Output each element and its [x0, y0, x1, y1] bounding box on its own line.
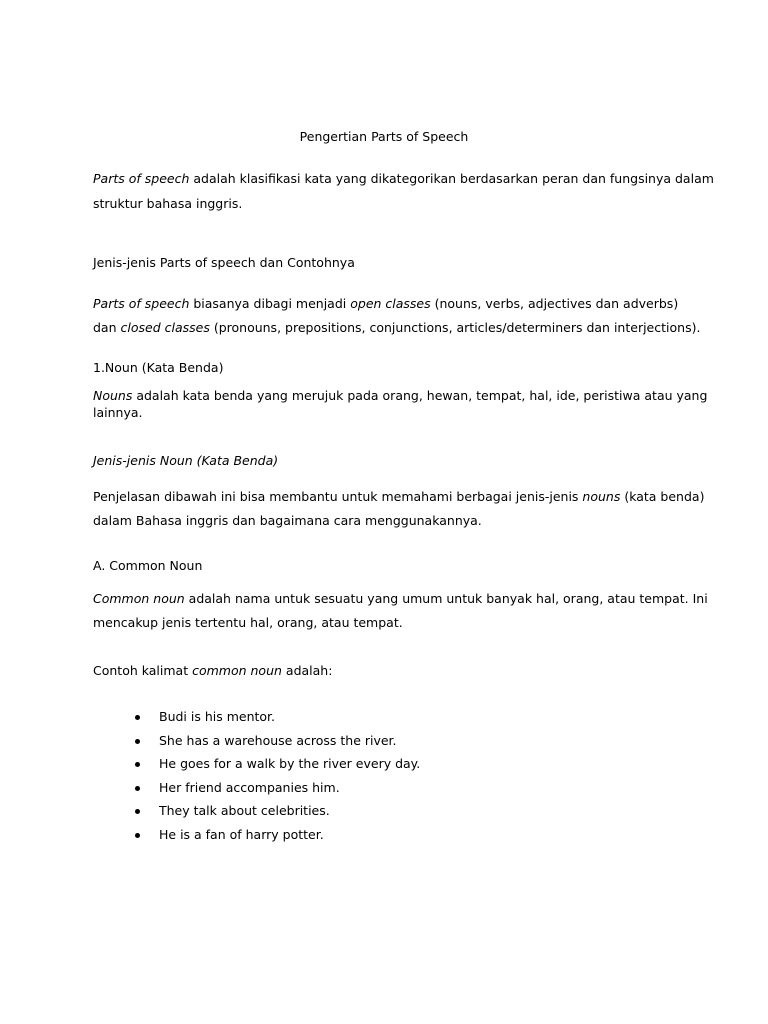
list-item [93, 756, 420, 780]
example-intro [93, 663, 332, 679]
common-noun-definition-line-2: mencakup jenis tertentu hal, orang, atau tempat. [93, 615, 403, 630]
nouns-term: Nouns [93, 388, 133, 403]
closed-classes-term: closed classes [120, 320, 210, 335]
bullet-icon [135, 786, 140, 791]
intro-paragraph-line-2: struktur bahasa inggris. [93, 196, 243, 211]
list-item [93, 780, 420, 804]
list-item-text: They talk about celebrities. [159, 803, 330, 819]
intro-term: Parts of speech [93, 171, 190, 186]
list-item [93, 803, 420, 827]
explanation-text-b: (kata benda) [620, 489, 705, 504]
common-noun-definition-line-1 [93, 591, 708, 607]
noun-definition-line-2: lainnya. [93, 405, 143, 420]
explanation-line-2: dalam Bahasa inggris dan bagaimana cara menggunakannya. [93, 513, 482, 528]
bullet-icon [135, 833, 140, 838]
bullet-icon [135, 715, 140, 720]
open-classes-term: open classes [350, 296, 431, 311]
list-item [93, 709, 420, 733]
classes-paragraph-line-1 [93, 296, 678, 312]
intro-paragraph-line-1 [93, 171, 714, 187]
section-heading: Jenis-jenis Parts of speech dan Contohnya [93, 255, 355, 270]
list-item [93, 733, 420, 757]
explanation-text-a: Penjelasan dibawah ini bisa membantu untuk memahami berbagai jenis-jenis [93, 489, 583, 504]
bullet-icon [135, 739, 140, 744]
noun-types-heading: Jenis-jenis Noun (Kata Benda) [93, 453, 279, 468]
common-noun-term: Common noun [93, 591, 185, 606]
noun-definition-text: adalah kata benda yang merujuk pada orang, hewan, tempat, hal, ide, peristiwa atau yang [132, 388, 708, 403]
common-noun-heading: A. Common Noun [93, 558, 203, 573]
classes-text-b: (nouns, verbs, adjectives dan adverbs) [430, 296, 679, 311]
list-item [93, 827, 420, 851]
classes-text-d: (pronouns, prepositions, conjunctions, articles/determiners dan interjections). [209, 320, 701, 335]
example-list [93, 709, 420, 851]
bullet-icon [135, 762, 140, 767]
intro-text: adalah klasifikasi kata yang dikategorikan berdasarkan peran dan fungsinya dalam [189, 171, 714, 186]
example-intro-term: common noun [192, 663, 282, 678]
classes-text-a: biasanya dibagi menjadi [189, 296, 351, 311]
list-item-text: Her friend accompanies him. [159, 779, 340, 795]
page-title: Pengertian Parts of Speech [299, 129, 469, 144]
explanation-nouns-term: nouns [582, 489, 621, 504]
example-intro-text-a: Contoh kalimat [93, 663, 193, 678]
list-item-text: He goes for a walk by the river every day. [159, 756, 421, 772]
classes-paragraph-line-2 [93, 320, 700, 336]
classes-term: Parts of speech [93, 296, 190, 311]
list-item-text: He is a fan of harry potter. [159, 826, 324, 842]
noun-definition-line-1 [93, 388, 707, 404]
list-item-text: Budi is his mentor. [159, 709, 276, 724]
example-intro-text-b: adalah: [281, 663, 333, 678]
list-item-text: She has a warehouse across the river. [159, 732, 397, 748]
explanation-line-1 [93, 489, 704, 505]
bullet-icon [135, 809, 140, 814]
noun-heading: 1.Noun (Kata Benda) [93, 360, 224, 375]
common-noun-definition-text: adalah nama untuk sesuatu yang umum untuk banyak hal, orang, atau tempat. Ini [184, 591, 708, 606]
classes-text-c: dan [93, 320, 121, 335]
